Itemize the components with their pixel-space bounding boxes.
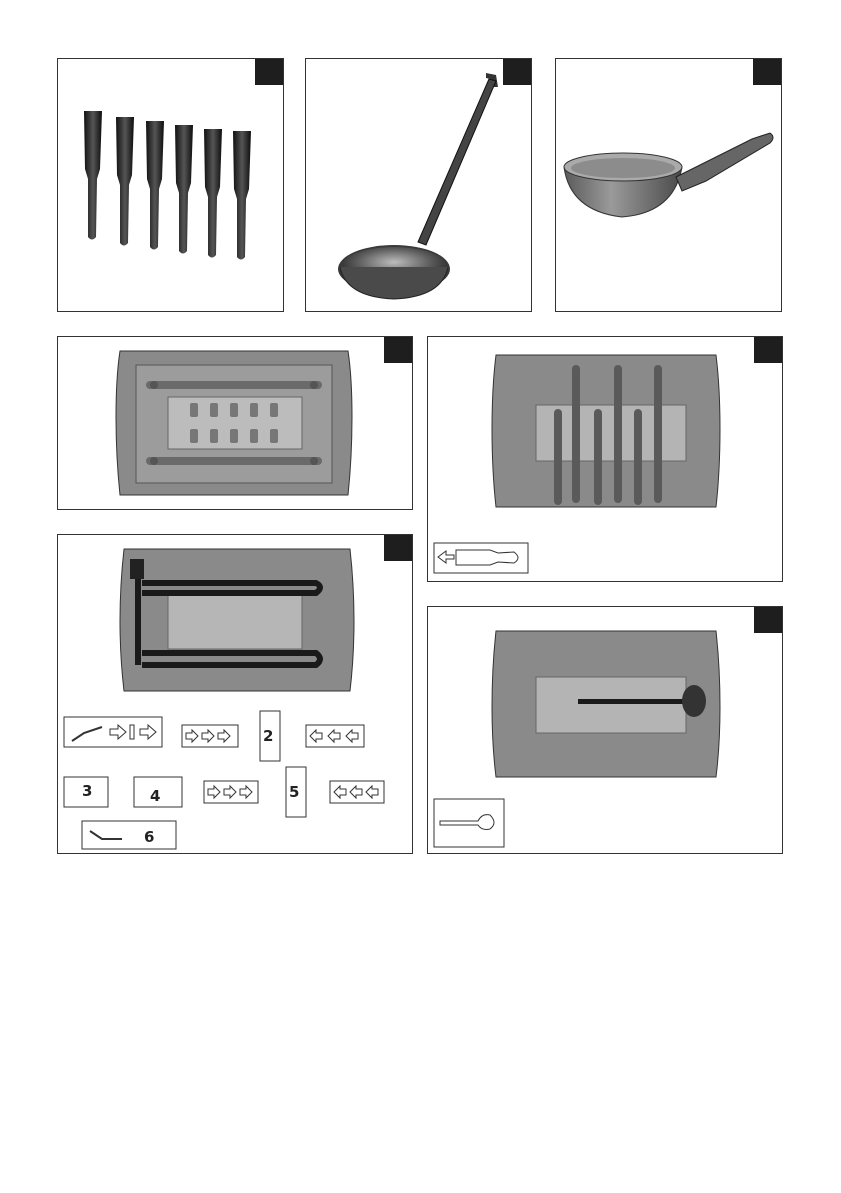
grill-base-icon (492, 631, 720, 777)
spatula-icon (84, 111, 251, 260)
panel-pan (555, 58, 782, 312)
panel-spatula-storage (427, 336, 783, 582)
base-top-illustration (58, 337, 414, 511)
step-number: 2 (263, 727, 274, 745)
step-number: 4 (150, 787, 161, 805)
grill-base-icon (120, 549, 354, 691)
step-number: 6 (144, 828, 155, 846)
ladle-icon (338, 73, 498, 299)
pan-icon (564, 133, 773, 217)
switch-icon (130, 725, 134, 739)
spatula-storage-illustration (428, 337, 784, 583)
panel-spatulas (57, 58, 284, 312)
panel-ladle (305, 58, 532, 312)
pan-illustration (556, 59, 783, 313)
panel-ladle-storage (427, 606, 783, 854)
grill-base-icon (492, 355, 720, 507)
step-number: 5 (289, 783, 300, 801)
ladle-illustration (306, 59, 533, 313)
ladle-storage-illustration (428, 607, 784, 855)
panel-cord-wrap (57, 534, 413, 854)
spatulas-illustration (58, 59, 285, 313)
spatula-outline-icon (456, 550, 518, 565)
step-number: 3 (82, 782, 93, 800)
panel-base-top (57, 336, 413, 510)
grill-base-icon (116, 351, 352, 495)
cord-wrap-illustration (58, 535, 414, 855)
